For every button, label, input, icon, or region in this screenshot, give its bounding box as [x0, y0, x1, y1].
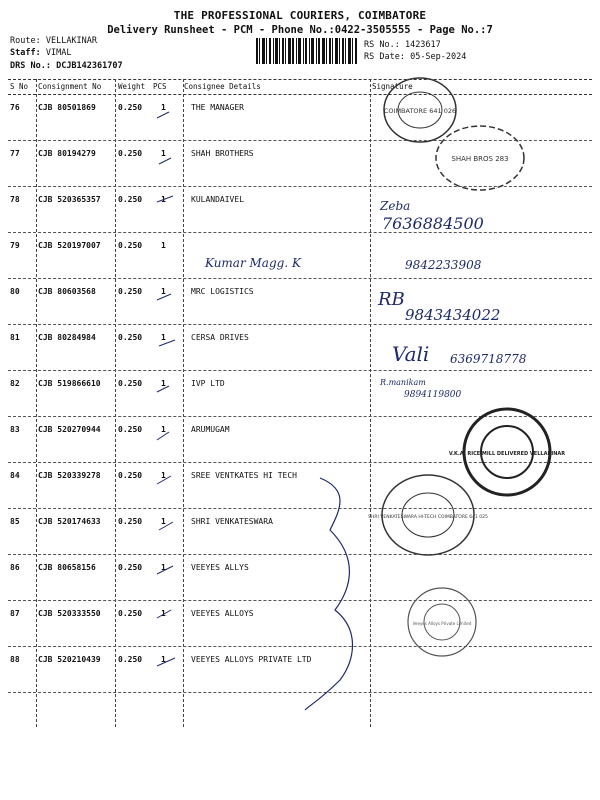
row-sno: 84 — [10, 471, 20, 480]
row-sno: 85 — [10, 517, 20, 526]
row-consignee: CERSA DRIVES — [191, 333, 249, 342]
row-consignment: CJB 519866610 — [38, 379, 101, 388]
row-sno: 78 — [10, 195, 20, 204]
stamp-text-5: Veeyes Alloys Private Limited — [412, 621, 472, 626]
pcs-tick-marks — [155, 110, 185, 690]
table-header — [8, 79, 592, 95]
rs-no-label: RS No.: — [364, 40, 400, 50]
row-consignment: CJB 520365357 — [38, 195, 101, 204]
row-sno: 83 — [10, 425, 20, 434]
document-subtitle: Delivery Runsheet - PCM - Phone No.:0422-3505555 - Page No.:7 — [107, 24, 493, 36]
row-sno: 76 — [10, 103, 20, 112]
row-sno: 88 — [10, 655, 20, 664]
stamp-text-1: COIMBATORE 641 026 — [383, 107, 457, 115]
row-consignee: VEEYES ALLYS — [191, 563, 249, 572]
row-consignee: VEEYES ALLOYS — [191, 609, 254, 618]
route-label: Route: — [10, 36, 41, 46]
route-value: VELLAKINAR — [45, 36, 98, 46]
row-consignment: CJB 80284984 — [38, 333, 96, 342]
row-pcs: 1 — [161, 103, 166, 112]
handwritten-initials-80: RB — [378, 289, 405, 310]
rs-date-value: 05-Sep-2024 — [410, 52, 467, 62]
row-pcs: 1 — [161, 333, 166, 342]
row-consignment: CJB 520174633 — [38, 517, 101, 526]
barcode-image — [256, 38, 358, 64]
row-consignee: SHRI VENKATESWARA — [191, 517, 273, 526]
rs-no-value: 1423617 — [404, 40, 441, 50]
row-pcs: 1 — [161, 425, 166, 434]
row-sno: 87 — [10, 609, 20, 618]
rs-date-line — [364, 52, 466, 62]
row-consignee: IVP LTD — [191, 379, 225, 388]
row-consignee: SREE VENTKATES HI TECH — [191, 471, 297, 480]
row-sno: 81 — [10, 333, 20, 342]
row-pcs: 1 — [161, 241, 166, 250]
row-consignment: CJB 80603568 — [38, 287, 96, 296]
row-consignee: THE MANAGER — [191, 103, 244, 112]
row-pcs: 1 — [161, 471, 166, 480]
row-sno: 79 — [10, 241, 20, 250]
staff-label: Staff: — [10, 48, 41, 58]
row-pcs: 1 — [161, 655, 166, 664]
handwritten-phone-80: 9843434022 — [405, 306, 501, 324]
row-weight: 0.250 — [118, 379, 143, 388]
row-weight: 0.250 — [118, 195, 143, 204]
handwritten-phone-78: 7636884500 — [382, 214, 484, 233]
drs-label: DRS No.: — [10, 61, 51, 71]
row-weight: 0.250 — [118, 333, 143, 342]
row-consignment: CJB 520197007 — [38, 241, 101, 250]
row-pcs: 1 — [161, 149, 166, 158]
row-pcs: 1 — [161, 563, 166, 572]
col-consignment: Consignment No — [38, 82, 102, 91]
stamp-text-4: SHRI VENKATESWARA HI-TECH COIMBATORE 641 025 — [368, 515, 488, 520]
row-weight: 0.250 — [118, 103, 143, 112]
scribble-bracket — [300, 470, 370, 720]
stamp-shri-venkateswara — [368, 470, 488, 560]
row-sno: 86 — [10, 563, 20, 572]
col-sno: S No — [10, 82, 29, 91]
drs-value: DCJB142361707 — [56, 61, 123, 71]
row-consignment: CJB 80194279 — [38, 149, 96, 158]
row-consignment: CJB 80501869 — [38, 103, 96, 112]
row-consignee: SHAH BROTHERS — [191, 149, 254, 158]
row-weight: 0.250 — [118, 471, 143, 480]
handwritten-name-81: Vali — [392, 342, 430, 366]
row-pcs: 1 — [161, 379, 166, 388]
drs-line — [10, 61, 123, 71]
stamp-shah-bros — [430, 118, 530, 198]
row-pcs: 1 — [161, 517, 166, 526]
stamp-text-3: V.K.A. RICE MILL DELIVERED VELLAKINAR — [448, 451, 566, 457]
row-weight: 0.250 — [118, 563, 143, 572]
handwritten-name-78: Zeba — [380, 199, 411, 213]
handwritten-phone-79: 9842233908 — [405, 258, 482, 272]
stamp-text-2: SHAH BROS 283 — [451, 155, 509, 163]
route-line — [10, 36, 97, 46]
row-weight: 0.250 — [118, 655, 143, 664]
col-consignee: Consignee Details — [184, 82, 261, 91]
row-weight: 0.250 — [118, 517, 143, 526]
row-weight: 0.250 — [118, 425, 143, 434]
col-signature: Signature — [372, 82, 413, 91]
row-consignment: CJB 80658156 — [38, 563, 96, 572]
row-pcs: 1 — [161, 609, 166, 618]
row-weight: 0.250 — [118, 287, 143, 296]
col-pcs: PCS — [153, 82, 167, 91]
staff-value: VIMAL — [45, 48, 72, 58]
row-consignee: VEEYES ALLOYS PRIVATE LTD — [191, 655, 312, 664]
handwritten-phone-81: 6369718778 — [450, 352, 527, 366]
handwritten-name-82: R.manikam — [380, 378, 426, 387]
row-consignment: CJB 520210439 — [38, 655, 101, 664]
row-sno: 80 — [10, 287, 20, 296]
row-weight: 0.250 — [118, 609, 143, 618]
row-consignee: KULANDAIVEL — [191, 195, 244, 204]
row-consignee: MRC LOGISTICS — [191, 287, 254, 296]
row-weight: 0.250 — [118, 241, 143, 250]
row-consignee: ARUMUGAM — [191, 425, 230, 434]
row-pcs: 1 — [161, 195, 166, 204]
row-sno: 82 — [10, 379, 20, 388]
rs-date-label: RS Date: — [364, 52, 405, 62]
row-pcs: 1 — [161, 287, 166, 296]
rs-no-line — [364, 40, 441, 50]
row-consignment: CJB 520339278 — [38, 471, 101, 480]
handwritten-name-79: Kumar Magg. K — [205, 256, 301, 270]
document-title: THE PROFESSIONAL COURIERS, COIMBATORE — [173, 9, 427, 22]
table-row — [8, 279, 592, 325]
row-sno: 77 — [10, 149, 20, 158]
col-weight: Weight — [118, 82, 146, 91]
handwritten-phone-82: 9894119800 — [404, 390, 462, 400]
staff-line — [10, 48, 71, 58]
stamp-veeyes-alloys — [405, 585, 480, 660]
row-consignment: CJB 520333550 — [38, 609, 101, 618]
row-weight: 0.250 — [118, 149, 143, 158]
row-consignment: CJB 520270944 — [38, 425, 101, 434]
